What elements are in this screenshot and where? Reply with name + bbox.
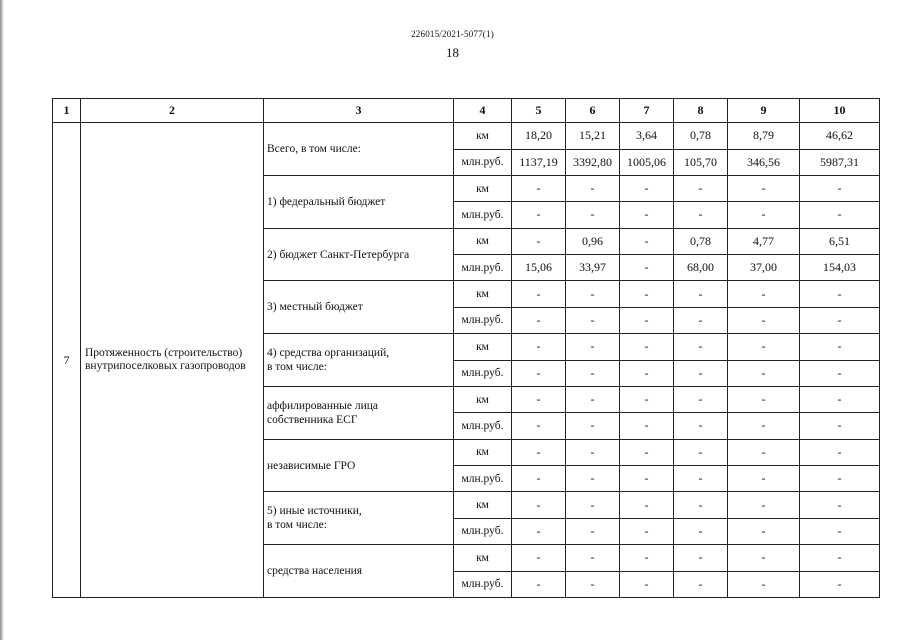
- value-cell: -: [566, 439, 620, 465]
- value-cell: -: [674, 334, 728, 360]
- value-cell: -: [674, 202, 728, 228]
- header-row: [53, 99, 880, 123]
- column-header-2: 2: [81, 99, 264, 123]
- value-cell: -: [512, 439, 566, 465]
- value-cell: -: [620, 466, 674, 492]
- value-cell: 33,97: [566, 255, 620, 281]
- unit-cell: млн.руб.: [454, 571, 512, 597]
- value-cell: -: [566, 492, 620, 518]
- value-cell: 0,78: [674, 228, 728, 254]
- value-cell: -: [674, 386, 728, 412]
- value-cell: 3392,80: [566, 149, 620, 175]
- value-cell: -: [566, 466, 620, 492]
- value-cell: -: [800, 492, 880, 518]
- value-cell: 46,62: [800, 123, 880, 149]
- value-cell: -: [674, 518, 728, 544]
- value-cell: -: [512, 386, 566, 412]
- value-cell: -: [566, 360, 620, 386]
- scan-left-edge: [0, 0, 4, 640]
- funding-source-label: 4) средства организаций, в том числе:: [264, 334, 454, 387]
- value-cell: -: [620, 255, 674, 281]
- value-cell: -: [728, 360, 800, 386]
- value-cell: -: [512, 360, 566, 386]
- value-cell: -: [674, 175, 728, 201]
- value-cell: -: [800, 545, 880, 571]
- value-cell: 3,64: [620, 123, 674, 149]
- value-cell: -: [512, 334, 566, 360]
- document-number: 226015/2021-5077(1): [411, 29, 494, 39]
- unit-cell: км: [454, 123, 512, 149]
- value-cell: -: [674, 466, 728, 492]
- value-cell: -: [800, 360, 880, 386]
- funding-table: [52, 98, 880, 598]
- unit-cell: км: [454, 228, 512, 254]
- value-cell: -: [620, 175, 674, 201]
- value-cell: -: [800, 175, 880, 201]
- column-header-8: 8: [674, 99, 728, 123]
- value-cell: 346,56: [728, 149, 800, 175]
- value-cell: -: [728, 202, 800, 228]
- value-cell: -: [512, 571, 566, 597]
- value-cell: -: [566, 518, 620, 544]
- value-cell: -: [620, 228, 674, 254]
- column-header-5: 5: [512, 99, 566, 123]
- value-cell: -: [620, 281, 674, 307]
- value-cell: -: [800, 439, 880, 465]
- unit-cell: млн.руб.: [454, 360, 512, 386]
- value-cell: -: [566, 202, 620, 228]
- value-cell: -: [800, 466, 880, 492]
- value-cell: -: [620, 360, 674, 386]
- value-cell: -: [728, 492, 800, 518]
- funding-source-label: 1) федеральный бюджет: [264, 175, 454, 228]
- value-cell: -: [566, 334, 620, 360]
- value-cell: -: [620, 518, 674, 544]
- value-cell: -: [728, 439, 800, 465]
- value-cell: -: [620, 307, 674, 333]
- value-cell: -: [512, 202, 566, 228]
- value-cell: 4,77: [728, 228, 800, 254]
- value-cell: -: [800, 413, 880, 439]
- column-header-10: 10: [800, 99, 880, 123]
- funding-source-label: 2) бюджет Санкт-Петербурга: [264, 228, 454, 281]
- parameter-name: Протяженность (строительство) внутрипоселковых газопроводов: [81, 123, 264, 598]
- value-cell: 154,03: [800, 255, 880, 281]
- value-cell: -: [674, 545, 728, 571]
- value-cell: -: [620, 545, 674, 571]
- funding-source-label: 5) иные источники, в том числе:: [264, 492, 454, 545]
- value-cell: -: [566, 175, 620, 201]
- value-cell: 37,00: [728, 255, 800, 281]
- unit-cell: км: [454, 175, 512, 201]
- value-cell: -: [800, 281, 880, 307]
- funding-source-label: Всего, в том числе:: [264, 123, 454, 176]
- value-cell: -: [728, 281, 800, 307]
- value-cell: 6,51: [800, 228, 880, 254]
- value-cell: -: [512, 175, 566, 201]
- column-header-6: 6: [566, 99, 620, 123]
- value-cell: -: [512, 413, 566, 439]
- value-cell: -: [512, 545, 566, 571]
- value-cell: -: [566, 307, 620, 333]
- column-header-9: 9: [728, 99, 800, 123]
- value-cell: -: [728, 518, 800, 544]
- value-cell: -: [674, 571, 728, 597]
- page-number: 18: [446, 45, 459, 60]
- column-header-7: 7: [620, 99, 674, 123]
- unit-cell: млн.руб.: [454, 466, 512, 492]
- value-cell: -: [512, 281, 566, 307]
- unit-cell: млн.руб.: [454, 413, 512, 439]
- value-cell: -: [674, 413, 728, 439]
- value-cell: -: [512, 492, 566, 518]
- value-cell: 105,70: [674, 149, 728, 175]
- value-cell: -: [728, 175, 800, 201]
- value-cell: -: [512, 307, 566, 333]
- value-cell: -: [674, 360, 728, 386]
- value-cell: -: [800, 334, 880, 360]
- value-cell: 0,96: [566, 228, 620, 254]
- value-cell: -: [566, 571, 620, 597]
- value-cell: -: [728, 334, 800, 360]
- unit-cell: млн.руб.: [454, 307, 512, 333]
- unit-cell: км: [454, 492, 512, 518]
- value-cell: -: [800, 571, 880, 597]
- value-cell: -: [800, 202, 880, 228]
- value-cell: -: [800, 518, 880, 544]
- value-cell: 68,00: [674, 255, 728, 281]
- value-cell: -: [512, 466, 566, 492]
- value-cell: -: [566, 281, 620, 307]
- value-cell: -: [512, 518, 566, 544]
- value-cell: 1005,06: [620, 149, 674, 175]
- value-cell: -: [674, 307, 728, 333]
- unit-cell: км: [454, 545, 512, 571]
- table-row: [53, 123, 880, 149]
- value-cell: -: [566, 545, 620, 571]
- value-cell: -: [512, 228, 566, 254]
- funding-source-label: средства населения: [264, 545, 454, 598]
- unit-cell: млн.руб.: [454, 202, 512, 228]
- column-header-1: 1: [53, 99, 81, 123]
- value-cell: 15,21: [566, 123, 620, 149]
- unit-cell: млн.руб.: [454, 149, 512, 175]
- value-cell: -: [728, 571, 800, 597]
- value-cell: -: [800, 386, 880, 412]
- value-cell: -: [620, 413, 674, 439]
- value-cell: 5987,31: [800, 149, 880, 175]
- unit-cell: млн.руб.: [454, 518, 512, 544]
- value-cell: -: [566, 413, 620, 439]
- value-cell: -: [728, 307, 800, 333]
- column-header-4: 4: [454, 99, 512, 123]
- unit-cell: км: [454, 439, 512, 465]
- value-cell: -: [620, 492, 674, 518]
- value-cell: -: [620, 571, 674, 597]
- value-cell: -: [728, 466, 800, 492]
- value-cell: 15,06: [512, 255, 566, 281]
- value-cell: 0,78: [674, 123, 728, 149]
- value-cell: -: [620, 439, 674, 465]
- value-cell: 18,20: [512, 123, 566, 149]
- value-cell: -: [728, 545, 800, 571]
- value-cell: 8,79: [728, 123, 800, 149]
- value-cell: -: [728, 413, 800, 439]
- funding-source-label: аффилированные лица собственника ЕСГ: [264, 386, 454, 439]
- row-number: 7: [53, 123, 81, 598]
- value-cell: -: [620, 386, 674, 412]
- unit-cell: км: [454, 281, 512, 307]
- value-cell: -: [620, 334, 674, 360]
- unit-cell: млн.руб.: [454, 255, 512, 281]
- value-cell: -: [620, 202, 674, 228]
- unit-cell: км: [454, 386, 512, 412]
- value-cell: -: [728, 386, 800, 412]
- funding-source-label: 3) местный бюджет: [264, 281, 454, 334]
- unit-cell: км: [454, 334, 512, 360]
- value-cell: -: [566, 386, 620, 412]
- value-cell: -: [800, 307, 880, 333]
- value-cell: 1137,19: [512, 149, 566, 175]
- column-header-3: 3: [264, 99, 454, 123]
- value-cell: -: [674, 492, 728, 518]
- value-cell: -: [674, 281, 728, 307]
- value-cell: -: [674, 439, 728, 465]
- funding-source-label: независимые ГРО: [264, 439, 454, 492]
